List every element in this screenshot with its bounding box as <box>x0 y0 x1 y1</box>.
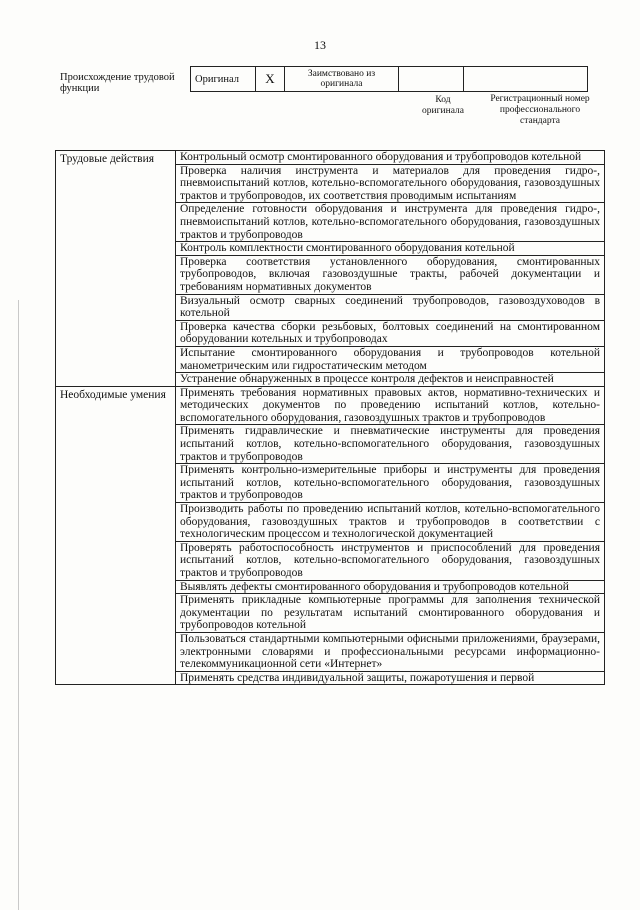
origin-label: Происхождение трудовой функции <box>60 72 175 94</box>
table-row: Применять средства индивидуальной защиты, пожаротушения и первой <box>176 671 605 685</box>
table-row: Пользоваться стандартными компьютерными офисными приложениями, браузерами, электронными словарями и профессиональными ресурсами информационно-телекоммуникационной сети «Интернет» <box>176 632 605 671</box>
page-number: 13 <box>314 38 326 52</box>
table-row: Проверка качества сборки резьбовых, болтовых соединений на смонтированном оборудовании котельных и трубопроводах <box>176 320 605 346</box>
code-caption: Код оригинала <box>422 95 464 116</box>
borrowed-label: Заимствовано из оригинала <box>285 67 399 92</box>
table-row: Контрольный осмотр смонтированного оборудования и трубопроводов котельной <box>176 151 605 165</box>
section-heading: Трудовые действия <box>56 151 176 387</box>
origin-table <box>190 66 588 92</box>
code-cell <box>399 67 464 92</box>
table-row: Применять прикладные компьютерные программы для заполнения технической документации по результатам испытаний смонтированного оборудования и трубопроводов котельной <box>176 594 605 633</box>
labor-actions-section <box>56 151 605 387</box>
table-row: Выявлять дефекты смонтированного оборудования и трубопроводов котельной <box>176 580 605 594</box>
table-row: Применять требования нормативных правовых актов, нормативно-технических и методических документов по проведению испытаний котлов, котельно-вспомогательного оборудования, газовоздушных трактов и трубопроводов <box>176 386 605 425</box>
table-row: Визуальный осмотр сварных соединений трубопроводов, газовоздуховодов в котельной <box>176 294 605 320</box>
original-mark: X <box>256 67 285 92</box>
table-row: Применять гидравлические и пневматические инструменты для проведения испытаний котлов, котельно-вспомогательного оборудования, газовоздушных трактов и трубопроводов <box>176 425 605 464</box>
table-row: Производить работы по проведению испытаний котлов, котельно-вспомогательного оборудования, газовоздушных трактов и трубопроводов в соответствии с технологическим процессом и технологической документацией <box>176 503 605 542</box>
table-row: Проверка наличия инструмента и материалов для проведения гидро-, пневмоиспытаний котлов, котельно-вспомогательного оборудования, газовоздушных трактов и трубопроводов, их соответствия проводимым испытаниям <box>176 164 605 203</box>
table-row: Проверка соответствия установленного оборудования, смонтированных трубопроводов, включая газовоздушные тракты, рабочей документации и требованиям нормативных документов <box>176 255 605 294</box>
table-row: Контроль комплектности смонтированного оборудования котельной <box>176 242 605 256</box>
table-row: Устранение обнаруженных в процессе контроля дефектов и неисправностей <box>176 373 605 387</box>
table-row: Испытание смонтированного оборудования и трубопроводов котельной манометрическим или гидростатическим методом <box>176 346 605 372</box>
table-row: Определение готовности оборудования и инструмента для проведения гидро-, пневмоиспытаний котлов, котельно-вспомогательного оборудования, газовоздушных трактов и трубопроводов <box>176 203 605 242</box>
table-row: Применять контрольно-измерительные приборы и инструменты для проведения испытаний котлов, котельно-вспомогательного оборудования, газовоздушных трактов и трубопроводов <box>176 464 605 503</box>
table-row: Проверять работоспособность инструментов и приспособлений для проведения испытаний котлов, котельно-вспомогательного оборудования, газовоздушных трактов и трубопроводов <box>176 541 605 580</box>
section-heading: Необходимые умения <box>56 386 176 685</box>
work-function-table <box>55 150 605 685</box>
scan-edge <box>18 300 19 910</box>
original-label: Оригинал <box>191 67 256 92</box>
reg-number-caption: Регистрационный номер профессионального стандарта <box>490 94 590 126</box>
required-skills-section <box>56 386 605 685</box>
reg-number-cell <box>464 67 588 92</box>
